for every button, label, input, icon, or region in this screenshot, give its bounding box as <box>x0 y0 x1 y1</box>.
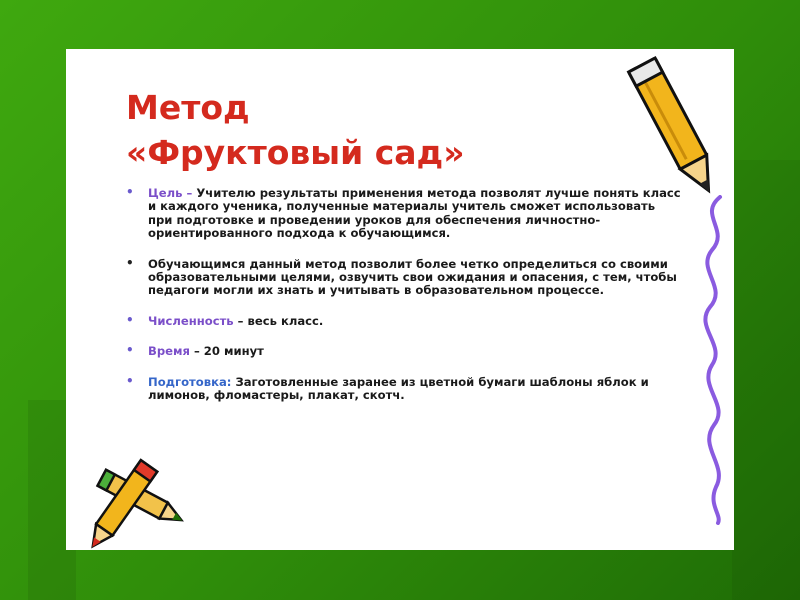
background-stripe-right <box>732 160 800 600</box>
bullet-learners <box>126 255 681 298</box>
bullet-label: Подготовка: <box>148 374 232 389</box>
bullet-size <box>126 312 681 328</box>
bullet-time <box>126 345 681 358</box>
bullet-dot-icon: • <box>126 185 134 199</box>
bullet-text: Учителю результаты применения метода позволят лучше понять класс и каждого ученика, полученные материалы учитель сможет использовать при подготовке и проведении уроков для обеспечения личностно-ориентированного подхода к обучающимся. <box>148 186 681 241</box>
bullet-dot-icon: • <box>126 255 134 270</box>
slide-title <box>126 85 465 175</box>
bullet-separator: – <box>233 313 248 328</box>
bullet-label: Цель <box>148 186 183 200</box>
pencils-icon <box>62 448 207 558</box>
title-line-1: Метод <box>126 88 250 127</box>
bullet-text: Заготовленные заранее из цветной бумаги шаблоны яблок и лимонов, фломастеры, плакат, скотч. <box>148 374 649 403</box>
title-line-2: «Фруктовый сад» <box>126 133 465 172</box>
bullet-dot-icon: • <box>126 312 134 327</box>
bullet-label: Время <box>148 344 190 359</box>
bullet-text: весь класс. <box>247 313 324 328</box>
bullet-preparation <box>126 373 681 403</box>
bullet-goal <box>126 187 681 241</box>
bullet-separator: – <box>189 344 204 359</box>
pencil-icon <box>618 48 738 218</box>
bullet-list <box>126 187 681 419</box>
bullet-label: Численность <box>148 313 234 328</box>
bullet-separator: – <box>182 186 197 200</box>
bullet-dot-icon: • <box>126 373 134 388</box>
squiggle-line-icon <box>690 195 740 525</box>
bullet-dot-icon: • <box>126 343 134 358</box>
bullet-text: Обучающимся данный метод позволит более четко определиться со своими образовательными целями, озвучить свои ожидания и опасения, с тем, чтобы педагоги могли их знать и учитывать в образовательном процессе. <box>148 256 677 298</box>
bullet-text: 20 минут <box>203 344 264 359</box>
